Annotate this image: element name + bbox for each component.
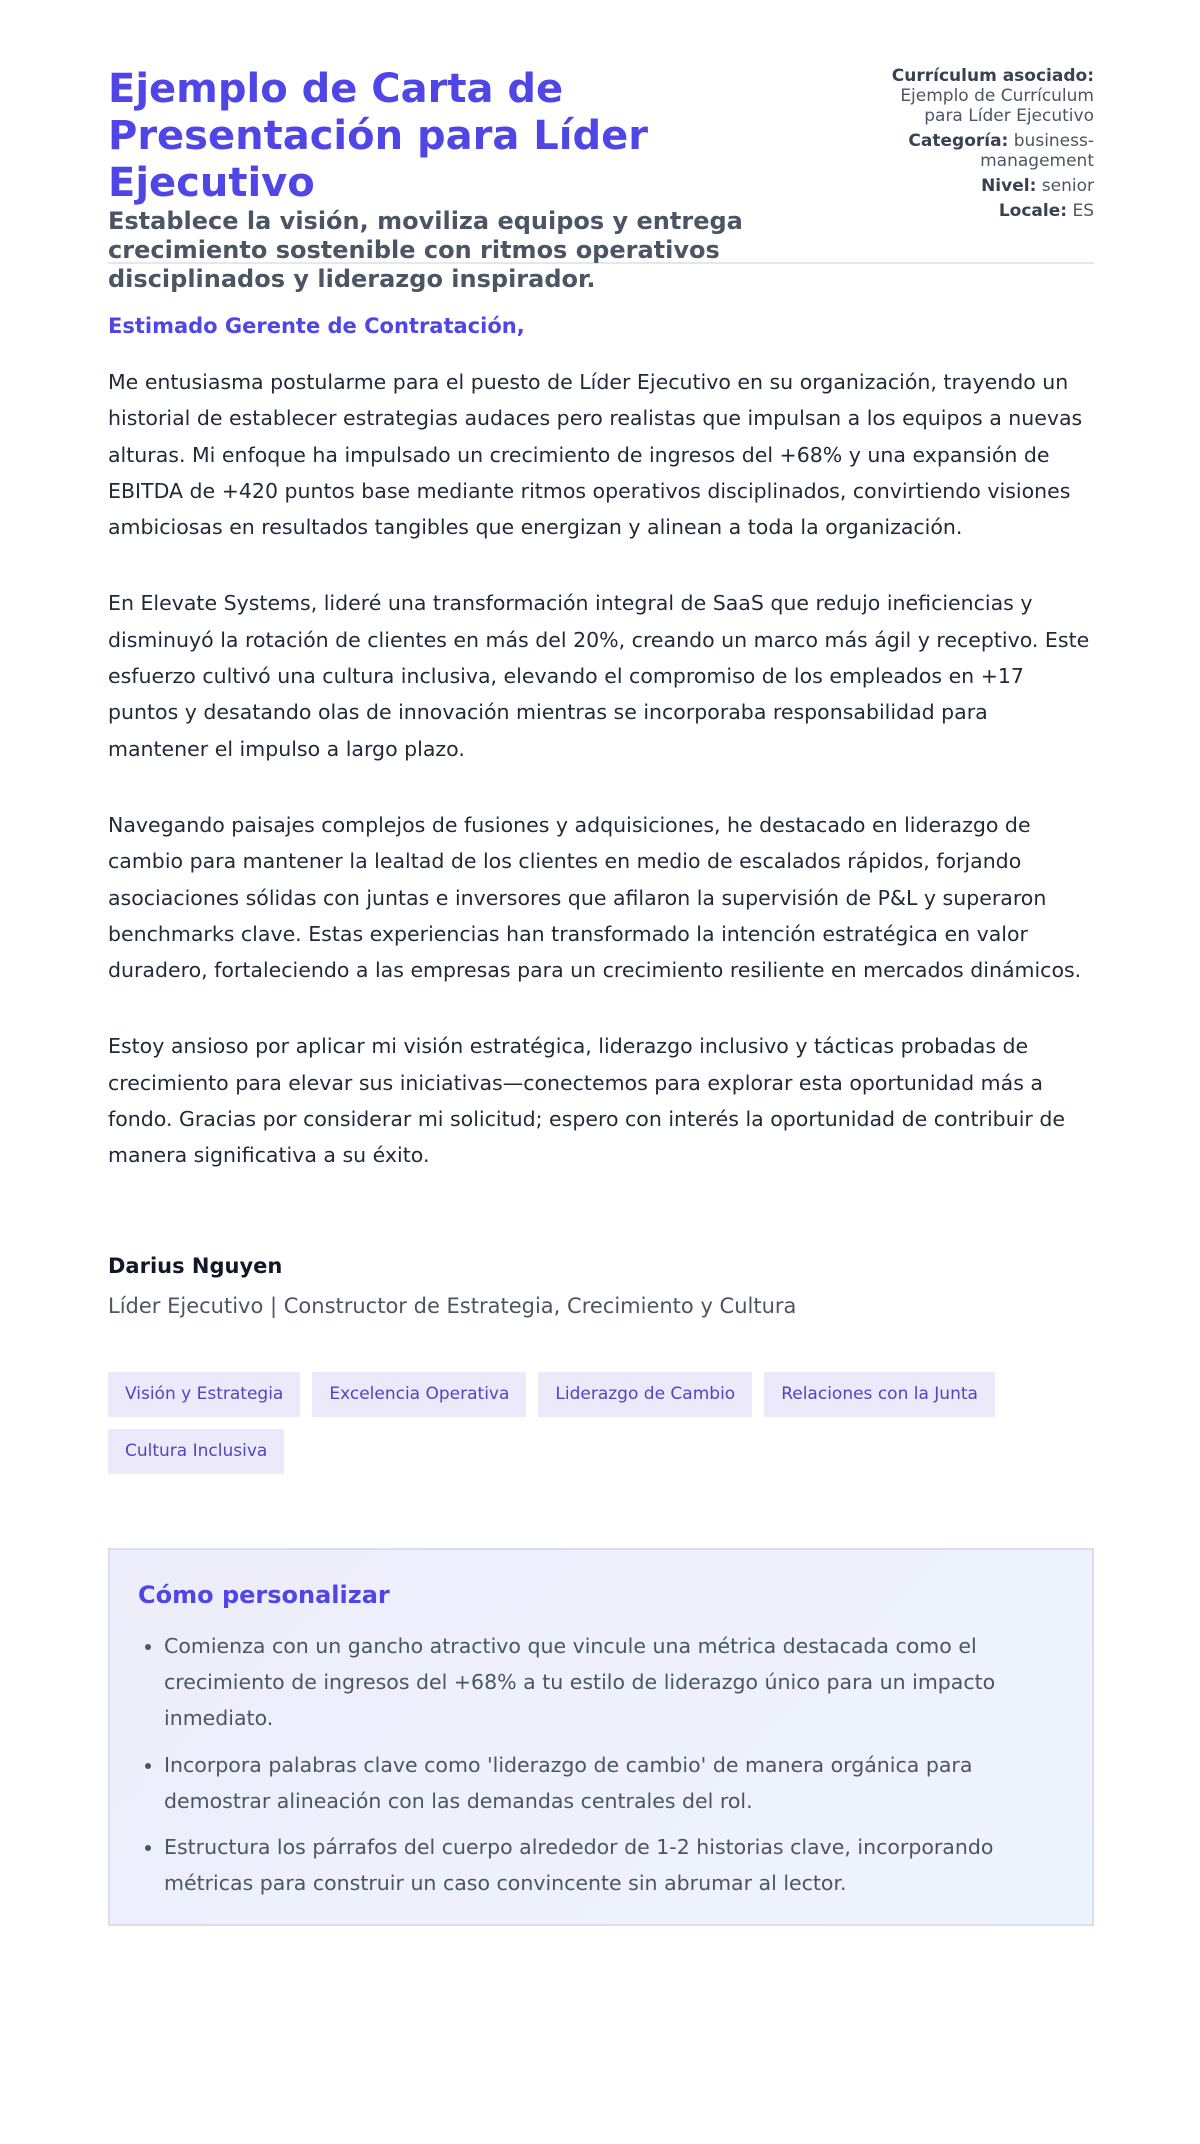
meta-level-label: Nivel: bbox=[981, 176, 1037, 196]
customize-tips-box bbox=[108, 1548, 1094, 1926]
meta-locale-label: Locale: bbox=[998, 201, 1068, 221]
page-subtitle: Establece la visión, moviliza equipos y entrega crecimiento sostenible con ritmos operativos disciplinados y liderazgo inspirador. bbox=[108, 207, 743, 293]
meta-locale bbox=[864, 201, 1094, 221]
tag-operational-excellence: Excelencia Operativa bbox=[312, 1372, 526, 1417]
letter-paragraph-1: Me entusiasma postularme para el puesto de Líder Ejecutivo en su organización, trayendo un historial de establecer estrategias audaces pero realistas que impulsan a los equipos a nuevas alturas. Mi enfoque ha impulsado un crecimiento de ingresos del +68% y una expansión de EBITDA de +420 puntos base mediante ritmos operativos disciplinados, convirtiendo visiones ambiciosas en resultados tangibles que energizan y alinean a toda la organización. bbox=[108, 370, 1083, 540]
meta-locale-value: ES bbox=[1072, 201, 1094, 221]
letter-paragraph-2: En Elevate Systems, lideré una transformación integral de SaaS que redujo ineficiencias y disminuyó la rotación de clientes en más del 20%, creando un marco más ágil y receptivo. Este esfuerzo cultivó una cultura inclusiva, elevando el compromiso de los empleados en +17 puntos y desatando olas de innovación mientras se incorporaba responsabilidad para mantener el impulso a largo plazo. bbox=[108, 591, 1090, 761]
letter-paragraph-3: Navegando paisajes complejos de fusiones y adquisiciones, he destacado en liderazgo de cambio para mantener la lealtad de los clientes en medio de escalados rápidos, forjando asociaciones sólidas con juntas e inversores que afilaron la supervisión de P&L y superaron benchmarks clave. Estas experiencias han transformado la intención estratégica en valor duradero, fortaleciendo a las empresas para un crecimiento resiliente en mercados dinámicos. bbox=[108, 812, 1082, 983]
meta-category-label: Categoría: bbox=[908, 131, 1009, 151]
page-header bbox=[108, 0, 1094, 293]
tip-item: • Estructura los párrafos del cuerpo alrededor de 1-2 historias clave, incorporando métricas para construir un caso convincente sin abrumar al lector. bbox=[164, 1829, 1064, 1902]
meta-level bbox=[864, 176, 1094, 196]
tips-title: Cómo personalizar bbox=[138, 1580, 390, 1609]
letter-paragraph-4: Estoy ansioso por aplicar mi visión estratégica, liderazgo inclusivo y tácticas probadas de crecimiento para elevar sus iniciativas—conectemos para explorar esta oportunidad más a fondo. Gracias por considerar mi solicitud; espero con interés la oportunidad de contribuir de manera significativa a su éxito. bbox=[108, 1034, 1065, 1168]
tips-list bbox=[138, 1628, 1064, 1902]
meta-resume-label: Currículum asociado: bbox=[891, 66, 1094, 86]
tag-inclusive-culture: Cultura Inclusiva bbox=[108, 1429, 284, 1474]
meta-category-value: business-management bbox=[980, 131, 1094, 171]
signature-name: Darius Nguyen bbox=[108, 1253, 283, 1278]
page-title: Ejemplo de Carta de Presentación para Líder Ejecutivo bbox=[108, 66, 648, 206]
meta-panel bbox=[864, 66, 1094, 226]
cover-letter-page bbox=[108, 0, 1094, 1926]
salutation: Estimado Gerente de Contratación, bbox=[108, 314, 525, 338]
meta-resume-value: Ejemplo de Currículum para Líder Ejecutivo bbox=[900, 86, 1094, 126]
tip-item: • Comienza con un gancho atractivo que vincule una métrica destacada como el crecimiento de ingresos del +68% a tu estilo de liderazgo único para un impacto inmediato. bbox=[164, 1628, 1064, 1737]
meta-category bbox=[864, 131, 1094, 171]
letter-body bbox=[108, 312, 1094, 1320]
skill-tags bbox=[108, 1372, 1094, 1474]
tag-board-relations: Relaciones con la Junta bbox=[764, 1372, 995, 1417]
meta-resume bbox=[864, 66, 1094, 126]
tag-change-leadership: Liderazgo de Cambio bbox=[538, 1372, 752, 1417]
tip-item: • Incorpora palabras clave como 'liderazgo de cambio' de manera orgánica para demostrar alineación con las demandas centrales del rol. bbox=[164, 1747, 1064, 1820]
tag-vision-strategy: Visión y Estrategia bbox=[108, 1372, 300, 1417]
meta-level-value: senior bbox=[1041, 176, 1094, 196]
signature-title: Líder Ejecutivo | Constructor de Estrategia, Crecimiento y Cultura bbox=[108, 1293, 797, 1318]
